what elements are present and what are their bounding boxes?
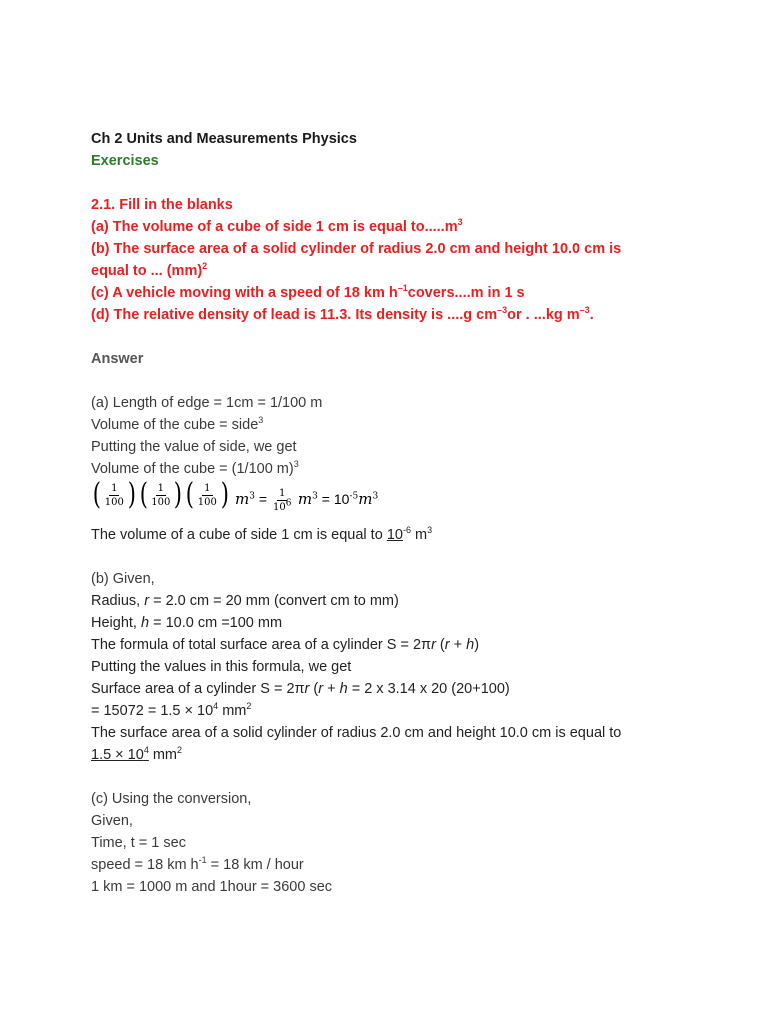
fraction-group-2: ( $\frac{1}{100}$ ) <box>139 477 183 512</box>
document-page <box>91 128 691 898</box>
question-heading: 2.1. Fill in the blanks <box>91 197 233 213</box>
volume-formula: ( $\frac{1}{100}$ ) ( $\frac{1}{100}$ ) ( $\frac{1}{100}$ ) $m^3$ = $\frac{1}{10^6}$ $m^3 = 10^{-5}m^3$ <box>92 477 379 513</box>
fraction-group-3: ( $\frac{1}{100}$ ) <box>185 477 229 512</box>
answer-a-line1: (a) Length of edge = 1cm = 1/100 m <box>91 395 323 411</box>
doc-title: Ch 2 Units and Measurements Physics <box>91 131 357 147</box>
answer-b-radius: Radius, r = 2.0 cm = 20 mm (convert cm to mm) <box>91 593 399 609</box>
answer-b-line5: Putting the values in this formula, we get <box>91 659 352 675</box>
answer-c-line3: Time, t = 1 sec <box>91 835 186 851</box>
answer-c-line5: 1 km = 1000 m and 1hour = 3600 sec <box>91 879 333 895</box>
answer-c-line1: (c) Using the conversion, <box>91 791 252 807</box>
answer-b-line1: (b) Given, <box>91 571 155 587</box>
answer-a-conclusion: The volume of a cube of side 1 cm is equal to $10^{-6}$ $m^3$ <box>91 525 433 543</box>
answer-b-final: $1.5 \times 10^4$ $mm^2$ <box>91 745 183 763</box>
fraction-group-1: ( $\frac{1}{100}$ ) <box>92 477 136 512</box>
answer-a-line3: Putting the value of side, we get <box>91 439 297 455</box>
answer-a-line2: Volume of the cube = side$^3$ <box>91 415 264 433</box>
question-c: (c) A vehicle moving with a speed of 18 km $h^{-1}covers....m$ in 1 s <box>91 283 525 301</box>
question-b-line2: equal to ... (mm)$^2$ <box>91 261 208 279</box>
question-b-line1: (b) The surface area of a solid cylinder of radius 2.0 cm and height 10.0 cm is <box>91 241 622 257</box>
question-a: (a) The volume of a cube of side 1 cm is equal $to.....m^3$ <box>91 217 463 235</box>
answer-a-line4: Volume of the cube = (1/100 m)$^3$ <box>91 459 299 477</box>
answer-b-result: = $15072 = 1.5 \times 10^4$ $mm^2$ <box>91 701 252 719</box>
answer-b-height: Height, h = 10.0 cm =100 mm <box>91 615 283 631</box>
answer-b-conclusion: The surface area of a solid cylinder of radius 2.0 cm and height 10.0 cm is equal to <box>91 725 622 741</box>
fraction-one-over-million: $\frac{1}{10^6}$ <box>272 487 292 513</box>
answer-heading: Answer <box>91 351 144 367</box>
answer-b-substitution: Surface area of a cylinder S = 2πr (r + h = 2 x 3.14 x 20 (20+100) <box>91 681 510 697</box>
section-heading: Exercises <box>91 153 159 169</box>
answer-c-speed: speed = 18 km $h^{-1} = 18$ km / hour <box>91 855 304 873</box>
question-d: (d) The relative density of lead is 11.3. Its density is ....g $cm^{-3}or$ . ...kg $m^{-3}$. <box>91 305 594 323</box>
answer-b-formula: The formula of total surface area of a cylinder S = 2πr (r + h) <box>91 637 480 653</box>
answer-c-line2: Given, <box>91 813 133 829</box>
